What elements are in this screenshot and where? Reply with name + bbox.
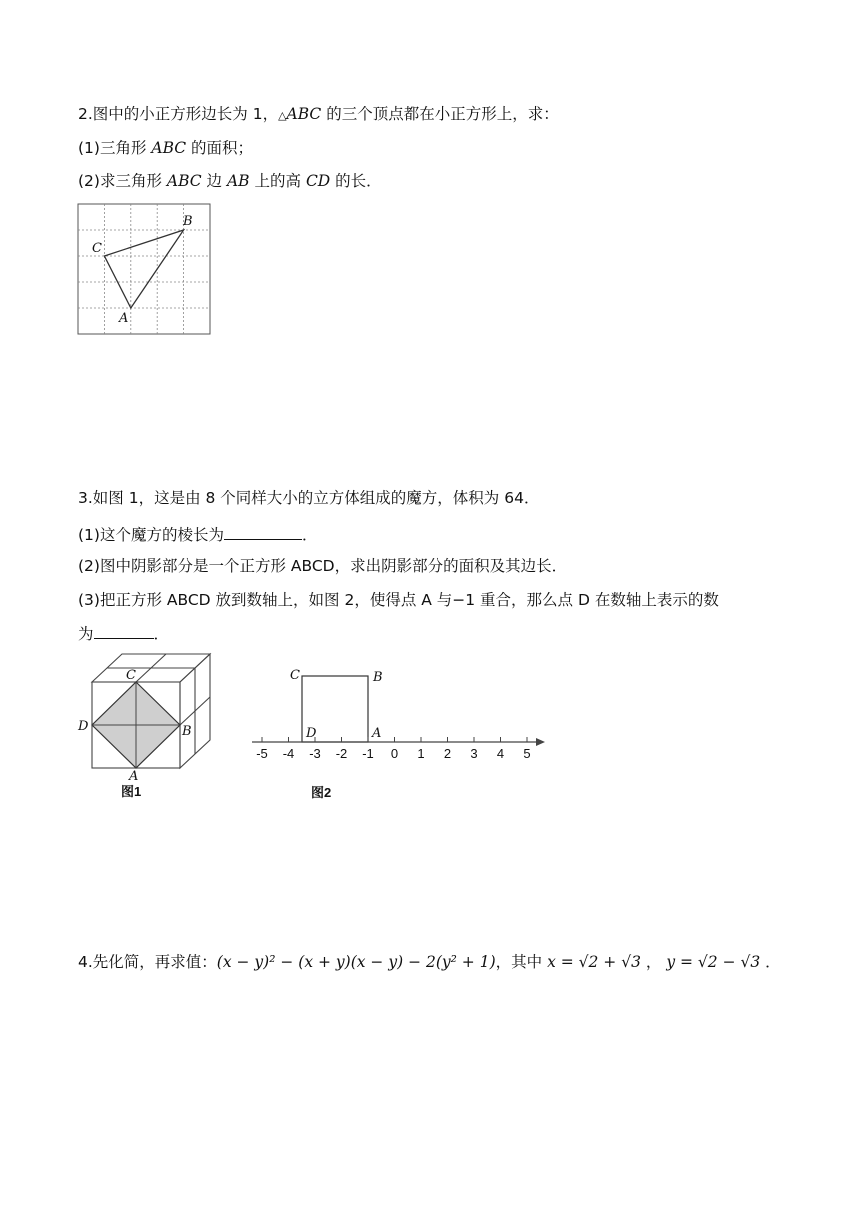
q2-stem-abc: ABC — [286, 105, 322, 123]
q2-part1-text: (1)三角形 — [78, 139, 152, 157]
fig1-label-c: C — [126, 668, 136, 683]
tick-label: -3 — [309, 746, 321, 761]
q2-part2-text-3: 上的高 — [249, 172, 306, 190]
fig2-label-d: D — [306, 726, 317, 741]
fig1-caption: 图1 — [121, 784, 142, 799]
q2-part2-ab: AB — [226, 172, 250, 190]
q4-expression: (x − y)² − (x + y)(x − y) − 2(y² + 1) — [216, 953, 496, 971]
fig2-caption: 图2 — [311, 785, 332, 800]
q3-part2: (2)图中阴影部分是一个正方形 ABCD，求出阴影部分的面积及其边长． — [78, 557, 568, 575]
q2-stem-text: 2.图中的小正方形边长为 1， — [78, 105, 279, 123]
q3-part3-end: ． — [153, 625, 170, 643]
fig1-label-a: A — [129, 769, 139, 784]
tick-labels — [256, 737, 530, 761]
q2-part1-abc: ABC — [151, 139, 187, 157]
fig1-label-b: B — [182, 724, 192, 739]
q4-stem — [78, 952, 781, 972]
tick-label: -2 — [335, 746, 348, 761]
tick-label: -1 — [362, 746, 374, 761]
q2-part2-text: (2)求三角形 — [78, 172, 167, 190]
fig2-label-b: B — [373, 670, 383, 685]
q4-stem-text: 4.先化简，再求值： — [78, 953, 217, 971]
q3-stem: 3.如图 1，这是由 8 个同样大小的立方体组成的魔方，体积为 64． — [78, 489, 540, 507]
tick-label: 1 — [417, 746, 425, 761]
q2-part2-abc: ABC — [166, 172, 202, 190]
q4-separator: ， — [640, 953, 667, 971]
tick-label: 3 — [470, 746, 478, 761]
tick-label: -5 — [256, 746, 268, 761]
q4-y-value: y = √2 − √3 — [666, 953, 761, 971]
tick-label: 2 — [443, 746, 452, 761]
q2-stem-text-2: 的三个顶点都在小正方形上，求： — [321, 105, 559, 123]
q3-part1-text: (1)这个魔方的棱长为 — [78, 526, 224, 544]
fig1-label-d: D — [78, 719, 89, 734]
q2-part2-cd: CD — [305, 172, 331, 190]
tick-label: 4 — [496, 746, 505, 761]
q3-part3: (3)把正方形 ABCD 放到数轴上，如图 2，使得点 A 与−1 重合，那么点 D 在数轴上表示的数 — [78, 591, 719, 609]
q4-end: ． — [760, 953, 781, 971]
tick-label: -4 — [282, 746, 295, 761]
point-label-a: A — [119, 311, 129, 326]
q4-x-value: x = √2 + √3 — [547, 953, 641, 971]
q2-part2-text-2: 边 — [201, 172, 227, 190]
q3-part3-text: 为 — [78, 625, 94, 643]
point-label-c: C — [92, 241, 102, 256]
q4-stem-text-2: ，其中 — [495, 953, 548, 971]
fig2-label-c: C — [290, 668, 300, 683]
tick-label: 5 — [523, 746, 531, 761]
q2-part1-text-2: 的面积； — [186, 139, 254, 157]
arrow-icon — [536, 738, 545, 746]
tick-label: 0 — [390, 746, 399, 761]
point-label-b: B — [183, 214, 193, 229]
q2-part2-text-4: 的长． — [330, 172, 382, 190]
q3-part1-end: ． — [301, 526, 318, 544]
triangle-symbol: △ — [278, 109, 287, 122]
fig2-label-a: A — [372, 726, 382, 741]
